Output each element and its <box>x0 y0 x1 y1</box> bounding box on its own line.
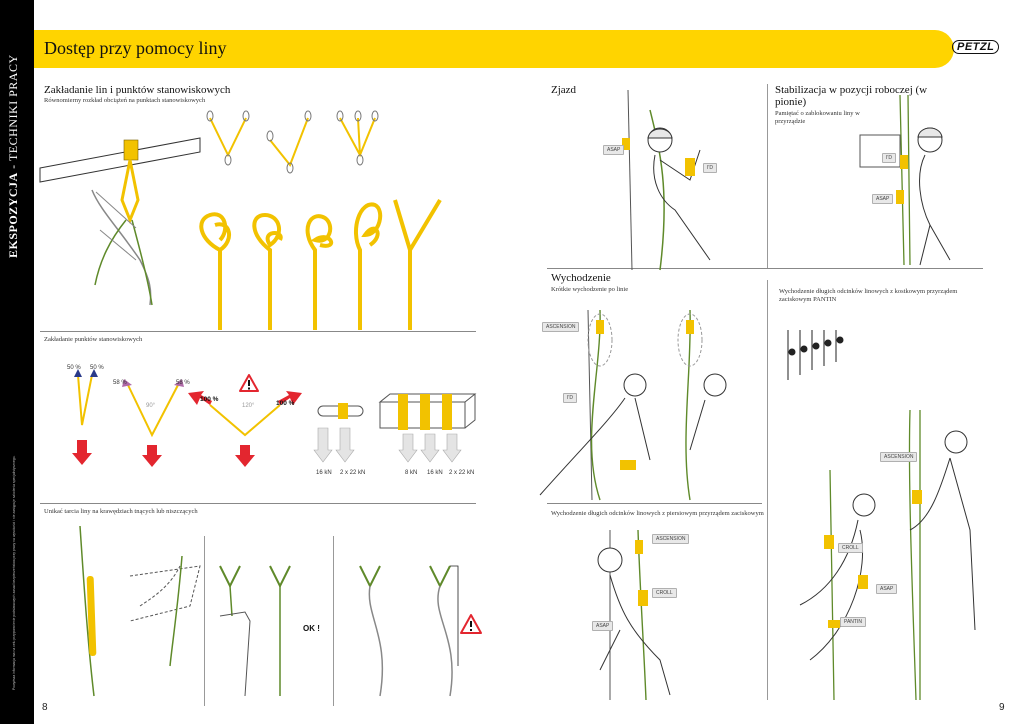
label-50b: 50 % <box>90 365 104 371</box>
warning-icon <box>460 614 482 634</box>
section-title-chest-ascent: Wychodzenie długich odcinków linowych z piersiowym przyrządem zaciskowym <box>551 510 764 517</box>
edge-protection-illustrations <box>60 526 500 696</box>
force-2x22kn-b: 2 x 22 kN <box>449 470 475 476</box>
section-title-ascent: Wychodzenie <box>551 272 611 284</box>
label-100a: 100 % <box>200 396 219 403</box>
tag-asap: ASAP <box>872 194 893 204</box>
section-title-pantin: Wychodzenie długich odcinków linowych z kostkowym przyrządem zaciskowym PANTIN <box>779 288 958 303</box>
tag-asap: ASAP <box>876 584 897 594</box>
bar-anchor-diagrams <box>310 390 480 470</box>
section-subtitle-short-ascent: Krótkie wychodzenie po linie <box>551 286 629 293</box>
section-title-edge-protection: Unikać tarcia liny na krawędziach tnących lub niszczących <box>44 508 198 515</box>
force-2x22kn-a: 2 x 22 kN <box>340 470 366 476</box>
tag-croll: CROLL <box>652 588 677 598</box>
sling-distribution-diagrams <box>200 110 400 170</box>
beam-anchor-illustration <box>40 110 210 310</box>
label-50a: 50 % <box>67 365 81 371</box>
petzl-logo: PETZL <box>952 40 999 54</box>
section-subtitle-lock: Pamiętać o zablokowaniu liny w przyrządzie <box>775 110 860 125</box>
ok-label: OK ! <box>303 624 320 633</box>
section-title-descent: Zjazd <box>551 84 577 96</box>
disclaimer-note: Powyższa informacja ma na celu przypomnienie podstawowych zasad bezpieczeństwa przy pracy na wysokości i nie zastępuje szkolenia specjalistycznego. <box>12 455 16 690</box>
warning-icon <box>239 374 259 392</box>
page-title: Dostęp przy pomocy liny <box>44 38 227 58</box>
pantin-ascent-illustration <box>780 330 980 700</box>
label-58a: 58 % <box>113 380 127 386</box>
page-number-right: 9 <box>999 702 1005 713</box>
short-ascent-illustration <box>540 310 760 500</box>
chest-ascent-illustration <box>580 530 730 700</box>
divider <box>40 503 476 504</box>
angle-120: 120° <box>242 403 255 409</box>
label-58b: 58 % <box>176 380 190 386</box>
force-8kn: 8 kN <box>405 470 418 476</box>
divider <box>547 503 762 504</box>
angle-90: 90° <box>146 403 156 409</box>
section-title-vertical: EKSPOZYCJA - TECHNIKI PRACY <box>6 54 20 258</box>
section-title-anchors: Zakładanie lin i punktów stanowiskowych <box>44 84 231 96</box>
section-title-stabilization: Stabilizacja w pozycji roboczej (w pionie) <box>775 84 928 108</box>
divider <box>40 331 476 332</box>
tag-ascension: ASCENSION <box>652 534 689 544</box>
tag-ascension: ASCENSION <box>880 452 917 462</box>
force-16kn-a: 16 kN <box>316 470 332 476</box>
tag-ascension: ASCENSION <box>542 322 579 332</box>
tag-pantin: PANTIN <box>840 617 866 627</box>
force-16kn-b: 16 kN <box>427 470 443 476</box>
tag-asap: ASAP <box>592 621 613 631</box>
label-100b: 100 % <box>276 400 295 407</box>
tag-croll: CROLL <box>838 543 863 553</box>
stabilization-illustration <box>790 95 970 265</box>
tag-id: I'D <box>703 163 717 173</box>
section-title-anchor-points: Zakładanie punktów stanowiskowych <box>44 336 143 343</box>
descent-illustration <box>560 90 770 270</box>
section-subtitle-load: Równomierny rozkład obciążeń na punktach stanowiskowych <box>44 97 206 104</box>
knot-illustrations <box>190 190 460 330</box>
page-number-left: 8 <box>42 702 48 713</box>
header-banner <box>34 30 954 68</box>
tag-id: I'D <box>882 153 896 163</box>
tag-id: I'D <box>563 393 577 403</box>
tag-asap: ASAP <box>603 145 624 155</box>
divider <box>767 280 768 700</box>
sidebar <box>0 0 34 724</box>
